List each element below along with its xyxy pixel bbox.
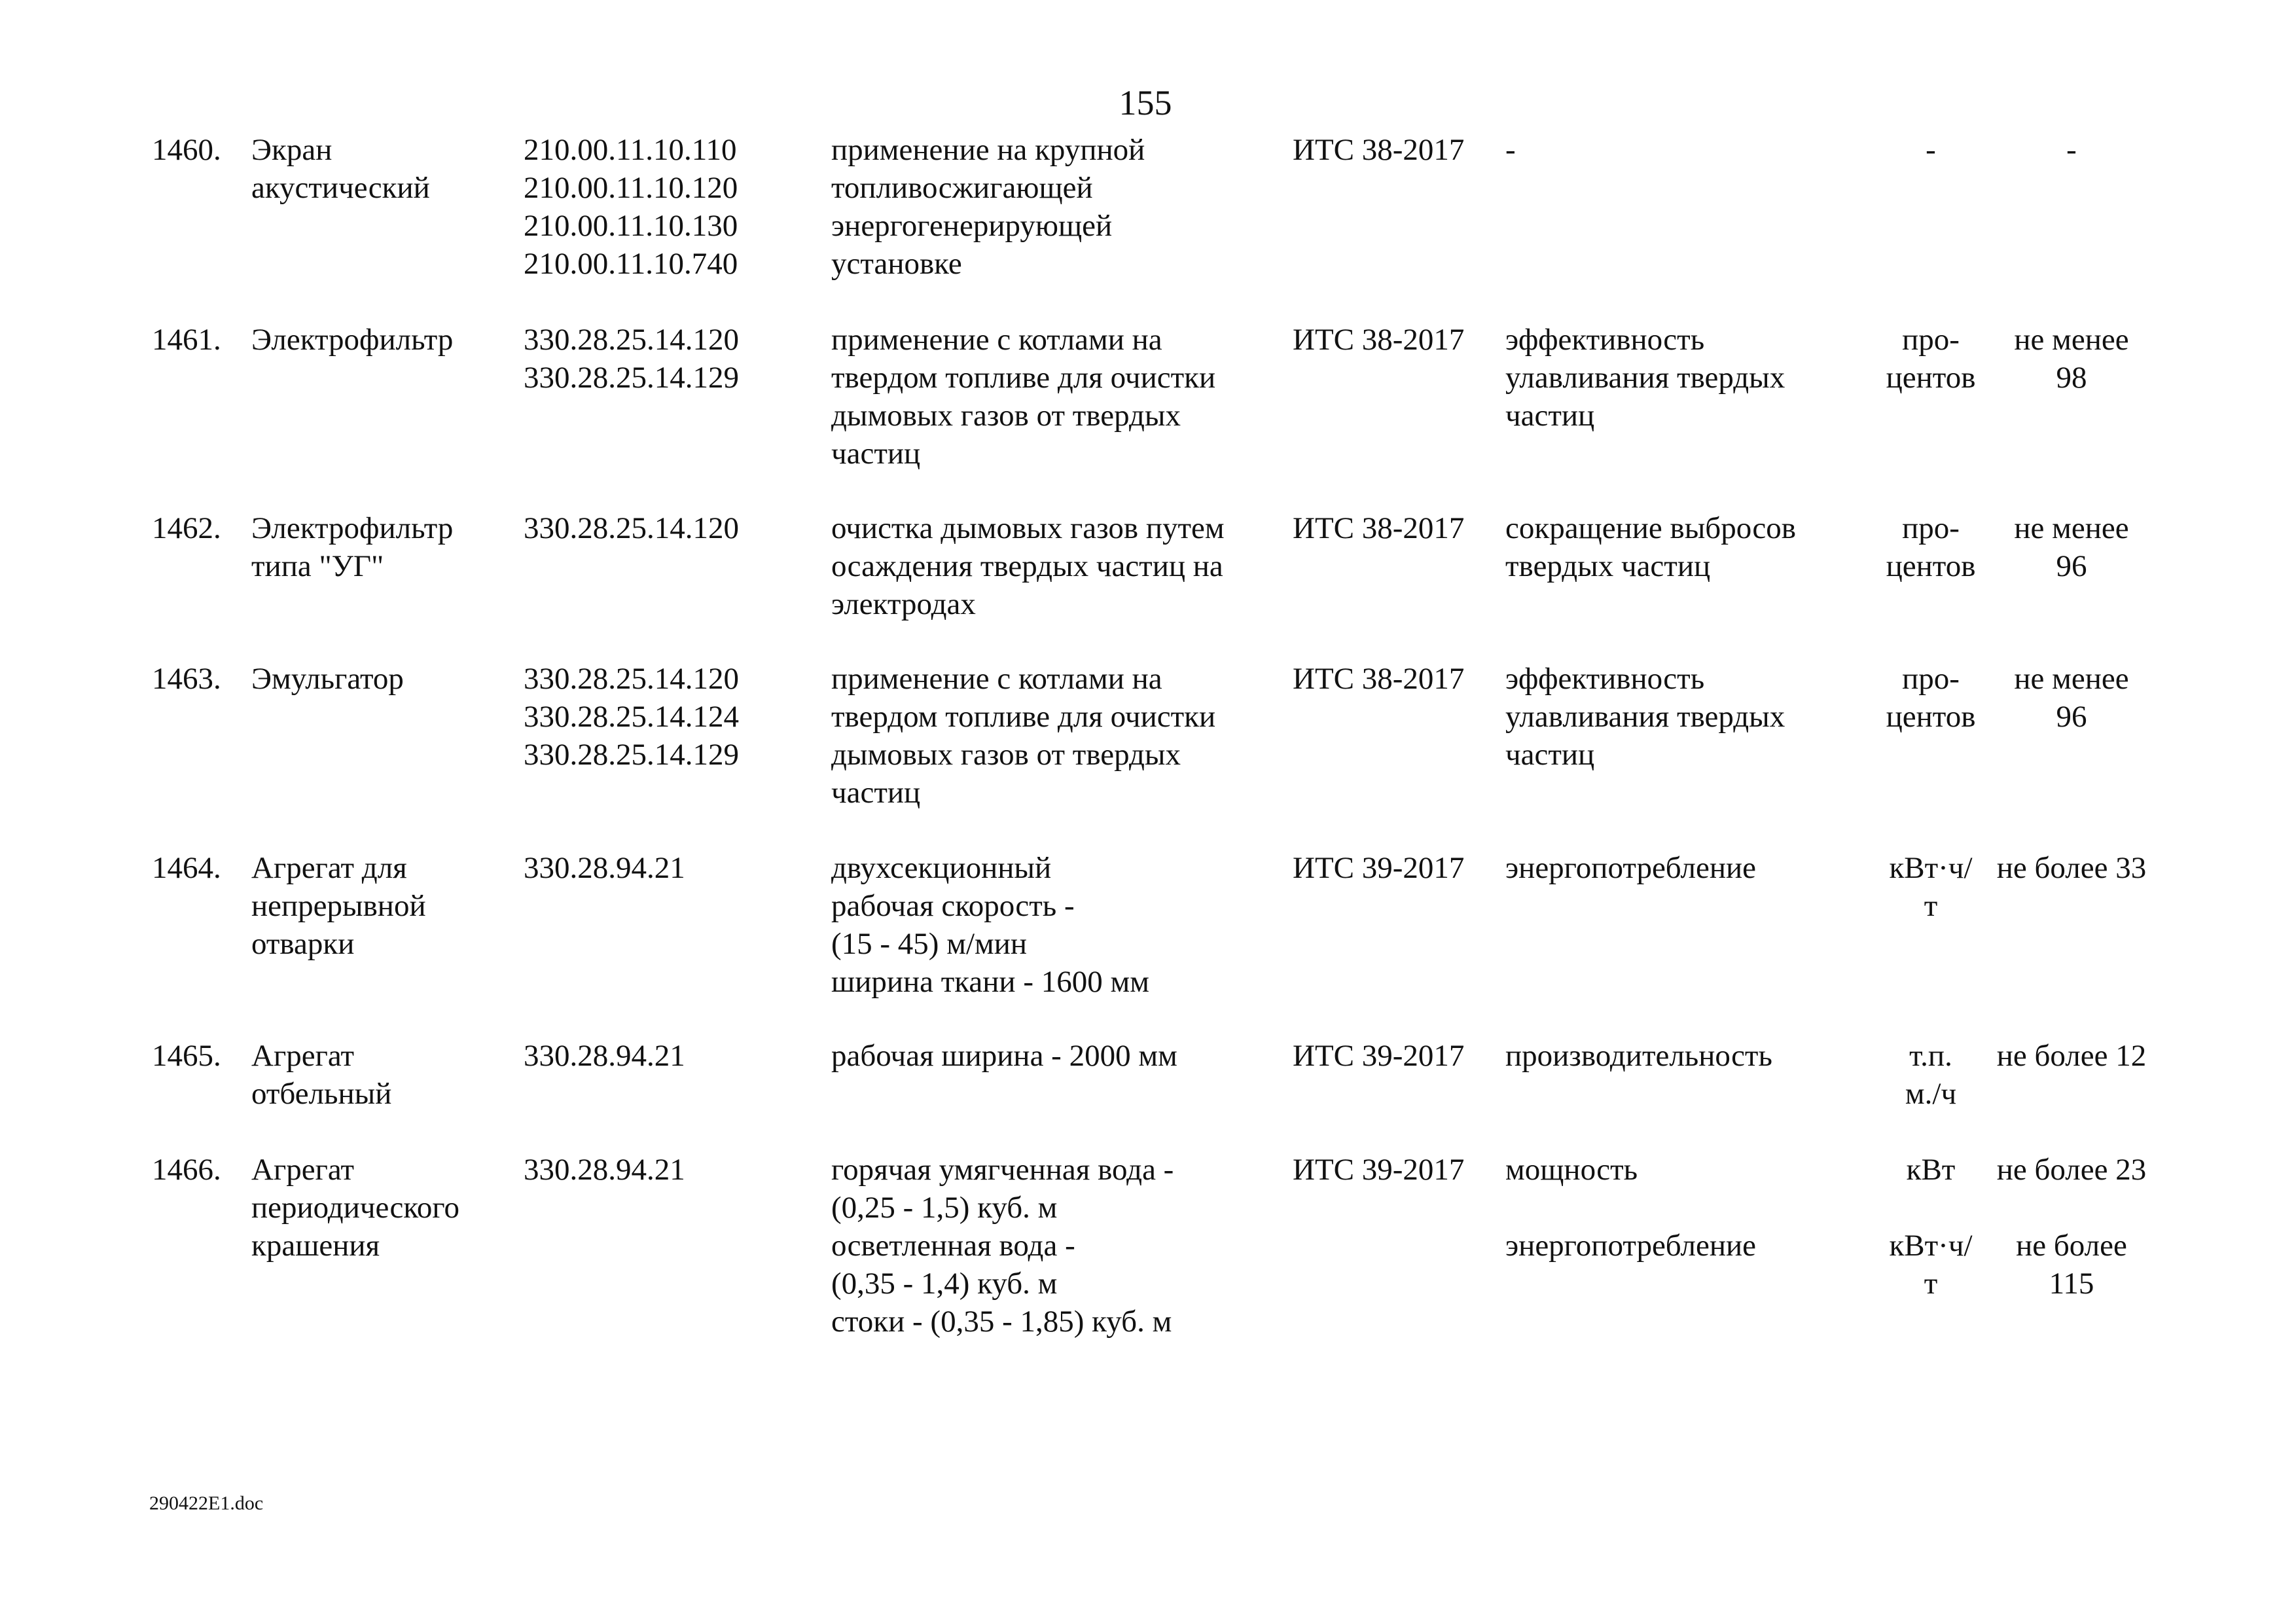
row-number: 1466. bbox=[152, 1153, 221, 1187]
value: не менее 98 bbox=[2014, 323, 2129, 395]
value: не менее 96 bbox=[2014, 511, 2129, 583]
value: не более 33 bbox=[1996, 851, 2147, 885]
indicator: - bbox=[1505, 133, 1516, 167]
its-reference: ИТС 38-2017 bbox=[1293, 323, 1465, 357]
item-name: Агрегат периодического крашения bbox=[251, 1153, 459, 1263]
item-description: очистка дымовых газов путем осаждения твердых частиц на электродах bbox=[831, 511, 1225, 621]
row-number: 1461. bbox=[152, 323, 221, 357]
its-reference: ИТС 38-2017 bbox=[1293, 133, 1465, 167]
item-description: применение с котлами на твердом топливе для очистки дымовых газов от твердых частиц bbox=[831, 323, 1216, 471]
unit: про- центов bbox=[1886, 323, 1976, 395]
unit: кВт·ч/ т bbox=[1889, 851, 1973, 923]
its-reference: ИТС 38-2017 bbox=[1293, 511, 1465, 545]
item-description: двухсекционный рабочая скорость - (15 - 45) м/мин ширина ткани - 1600 мм bbox=[831, 851, 1149, 999]
indicator: производительность bbox=[1505, 1039, 1772, 1073]
item-name: Экран акустический bbox=[251, 133, 430, 205]
unit: т.п. м./ч bbox=[1905, 1039, 1957, 1111]
value: не более 23 не более 115 bbox=[1996, 1153, 2147, 1301]
item-description: применение на крупной топливосжигающей энергогенерирующей установке bbox=[831, 133, 1145, 281]
item-codes: 330.28.94.21 bbox=[524, 1153, 685, 1187]
unit: про- центов bbox=[1886, 511, 1976, 583]
indicator: сокращение выбросов твердых частиц bbox=[1505, 511, 1796, 583]
row-number: 1463. bbox=[152, 662, 221, 696]
indicator: эффективность улавливания твердых частиц bbox=[1505, 323, 1785, 433]
row-number: 1462. bbox=[152, 511, 221, 545]
its-reference: ИТС 39-2017 bbox=[1293, 1153, 1465, 1187]
item-codes: 330.28.94.21 bbox=[524, 1039, 685, 1073]
value: не менее 96 bbox=[2014, 662, 2129, 734]
row-number: 1460. bbox=[152, 133, 221, 167]
unit: про- центов bbox=[1886, 662, 1976, 734]
item-codes: 330.28.25.14.120 bbox=[524, 511, 739, 545]
item-name: Агрегат отбельный bbox=[251, 1039, 392, 1111]
item-description: применение с котлами на твердом топливе для очистки дымовых газов от твердых частиц bbox=[831, 662, 1216, 810]
page-number: 155 bbox=[1119, 83, 1172, 122]
item-codes: 210.00.11.10.110 210.00.11.10.120 210.00.11.10.130 210.00.11.10.740 bbox=[524, 133, 738, 281]
row-number: 1464. bbox=[152, 851, 221, 885]
its-reference: ИТС 38-2017 bbox=[1293, 662, 1465, 696]
item-name: Электрофильтр типа "УГ" bbox=[251, 511, 454, 583]
item-name: Агрегат для непрерывной отварки bbox=[251, 851, 426, 961]
item-name: Электрофильтр bbox=[251, 323, 454, 357]
indicator: мощность энергопотребление bbox=[1505, 1153, 1757, 1263]
item-codes: 330.28.94.21 bbox=[524, 851, 685, 885]
unit: кВт кВт·ч/ т bbox=[1889, 1153, 1973, 1301]
indicator: эффективность улавливания твердых частиц bbox=[1505, 662, 1785, 772]
its-reference: ИТС 39-2017 bbox=[1293, 851, 1465, 885]
unit: - bbox=[1926, 133, 1936, 167]
item-codes: 330.28.25.14.120 330.28.25.14.124 330.28.25.14.129 bbox=[524, 662, 739, 772]
item-name: Эмульгатор bbox=[251, 662, 404, 696]
row-number: 1465. bbox=[152, 1039, 221, 1073]
document-filename: 290422E1.doc bbox=[149, 1492, 264, 1514]
value: не более 12 bbox=[1996, 1039, 2147, 1073]
item-codes: 330.28.25.14.120 330.28.25.14.129 bbox=[524, 323, 739, 395]
indicator: энергопотребление bbox=[1505, 851, 1757, 885]
item-description: горячая умягченная вода - (0,25 - 1,5) куб. м осветленная вода - (0,35 - 1,4) куб. м стоки - (0,35 - 1,85) куб. м bbox=[831, 1153, 1174, 1339]
its-reference: ИТС 39-2017 bbox=[1293, 1039, 1465, 1073]
item-description: рабочая ширина - 2000 мм bbox=[831, 1039, 1177, 1073]
value: - bbox=[2066, 133, 2077, 167]
